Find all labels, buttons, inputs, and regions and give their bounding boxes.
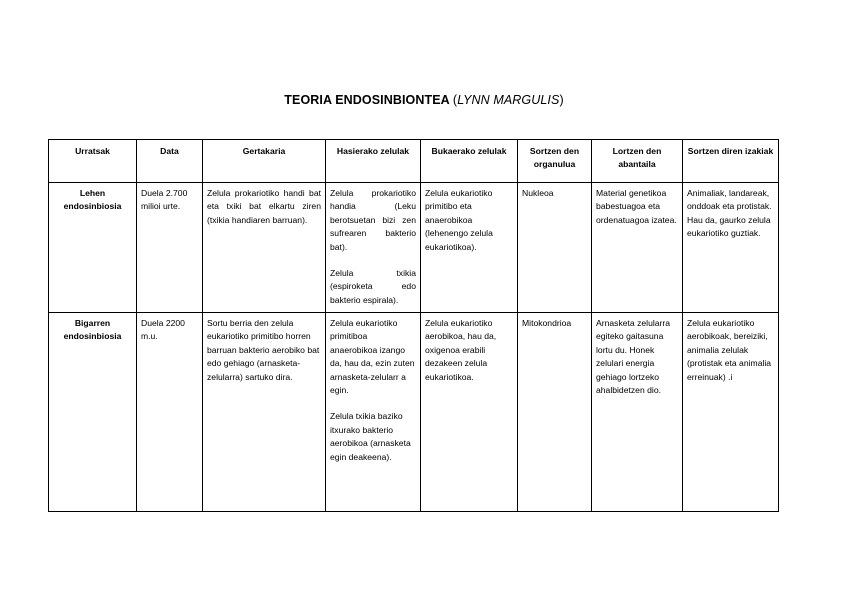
title-close-paren: ): [559, 93, 564, 107]
cell-event: Zelula prokariotiko handi bat eta txiki bat elkartu ziren (txikia handiaren barruan).: [203, 183, 326, 313]
title-main: TEORIA ENDOSINBIONTEA: [284, 93, 450, 107]
page-title: [0, 93, 848, 107]
header-initial-cells: Hasierako zelulak: [326, 140, 421, 183]
title-author: [453, 93, 564, 107]
cell-organelle: Nukleoa: [518, 183, 592, 313]
cell-date: Duela 2.700 milioi urte.: [137, 183, 203, 313]
header-steps: Urratsak: [49, 140, 137, 183]
title-open-paren: (: [452, 93, 458, 107]
initial-cells-paragraph: Zelula txikia baziko itxurako bakterio aerobikoa (arnasketa egin deakeena).: [330, 411, 411, 462]
title-author-name: LYNN MARGULIS: [457, 93, 560, 107]
cell-final-cells: Zelula eukariotiko aerobikoa, hau da, oxigenoa erabili dezakeen zelula eukariotikoa.: [421, 313, 518, 512]
cell-date: Duela 2200 m.u.: [137, 313, 203, 512]
initial-cells-paragraph: Zelula eukariotiko primitiboa anaerobikoa izango da, hau da, ezin zuten arnasketa-zelularr a egin.: [330, 318, 415, 396]
cell-initial-cells: [326, 313, 421, 512]
header-organisms: Sortzen diren izakiak: [683, 140, 779, 183]
endosymbiosis-table: [48, 139, 779, 512]
table-row: [49, 313, 779, 512]
header-organelle: Sortzen den organulua: [518, 140, 592, 183]
cell-organisms: Animaliak, landareak, onddoak eta protistak. Hau da, gaurko zelula eukariotiko guztiak.: [683, 183, 779, 313]
table-row: [49, 183, 779, 313]
header-date: Data: [137, 140, 203, 183]
header-event: Gertakaria: [203, 140, 326, 183]
header-advantage: Lortzen den abantaila: [592, 140, 683, 183]
table-header-row: [49, 140, 779, 183]
cell-organisms: Zelula eukariotiko aerobikoak, bereiziki, animalia zelulak (protistak eta animalia erreinuak) .i: [683, 313, 779, 512]
initial-cells-paragraph: Zelula prokariotiko handia (Leku berotsuetan bizi zen sufrearen bakterio bat).: [330, 188, 416, 252]
cell-stage: Bigarren endosinbiosia: [49, 313, 137, 512]
cell-advantage: Arnasketa zelularra egiteko gaitasuna lortu du. Honek zelulari energia gehiago lortzeko ahalbidetzen dio.: [592, 313, 683, 512]
header-final-cells: Bukaerako zelulak: [421, 140, 518, 183]
cell-stage: Lehen endosinbiosia: [49, 183, 137, 313]
cell-advantage: Material genetikoa babestuagoa eta ordenatuagoa izatea.: [592, 183, 683, 313]
initial-cells-paragraph: Zelula txikia (espiroketa edo bakterio espirala).: [330, 268, 416, 305]
cell-organelle: Mitokondrioa: [518, 313, 592, 512]
cell-event: Sortu berria den zelula eukariotiko primitibo horren barruan bakterio aerobiko bat edo gehiago (arnasketa-zelularra) sartuko dira.: [203, 313, 326, 512]
cell-final-cells: Zelula eukariotiko primitibo eta anaerobikoa (lehenengo zelula eukariotikoa).: [421, 183, 518, 313]
cell-initial-cells: [326, 183, 421, 313]
